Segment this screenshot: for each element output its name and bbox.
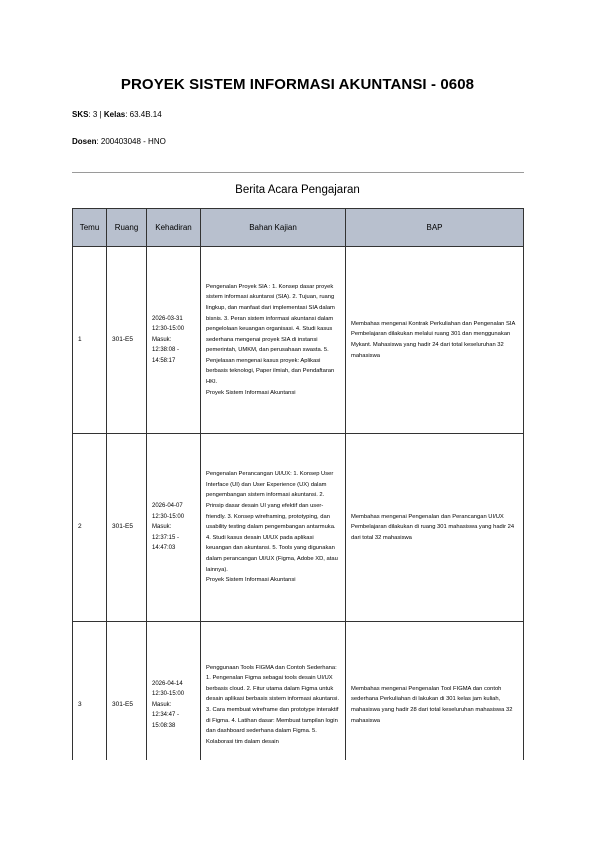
dosen-value: : 200403048 - HNO — [96, 137, 166, 146]
bap-cell: Membahas mengenai Pengenalan Tool FIGMA dan contoh sederhana Perkuliahan di lakukan di 301 kelas jam kuliah, mahasiswa yang hadir 28 dari total keseluruhan mahasiswa 32 mahasiswa — [346, 622, 524, 761]
bap-table — [72, 208, 524, 760]
kehadiran-label: Masuk: — [152, 701, 172, 708]
kehadiran-time: 12:30-15:00 — [152, 691, 185, 698]
kehadiran-cell — [147, 434, 201, 622]
header-temu: Temu — [73, 209, 107, 247]
kehadiran-label: Masuk: — [152, 336, 172, 343]
course-title: PROYEK SISTEM INFORMASI AKUNTANSI - 0608 — [120, 76, 475, 93]
sks-value: : 3 | — [88, 110, 104, 119]
kehadiran-label: Masuk: — [152, 524, 172, 531]
kehadiran-date: 2026-04-07 — [152, 503, 183, 510]
bahan-kajian-cell — [201, 622, 346, 761]
header-bahan-kajian: Bahan Kajian — [201, 209, 346, 247]
kelas-value: : 63.4B.14 — [125, 110, 162, 119]
bahan-text: Pengenalan Perancangan UI/UX: 1. Konsep User Interface (UI) dan User Experience (UX) dalam pengembangan sistem informasi akuntansi. 2. Prinsip dasar desain UI yang efektif dan user-friendly. 3. Konsep wireframing, prototyping, dan usability testing dalam pengembangan antarmuka. 4. Studi kasus desain UI/UX pada aplikasi keuangan dan akuntansi. 5. Tools yang digunakan dalam perancangan UI/UX (Figma, Adobe XD, atau lainnya). — [206, 471, 338, 573]
bahan-kajian-cell — [201, 247, 346, 434]
kehadiran-in: 12:38:08 - — [152, 347, 180, 354]
kehadiran-in: 12:37:15 - — [152, 534, 180, 541]
bap-cell: Membahas mengenai Kontrak Perkuliahan dan Pengenalan SIA Pembelajaran dilakukan melalui ruang 301 dan menggunakan Mykant. Mahasiswa yang hadir 24 dari total keseluruhan 32 mahasiswa — [346, 247, 524, 434]
kehadiran-cell — [147, 247, 201, 434]
ruang-cell: 301-E5 — [107, 434, 147, 622]
bahan-text: Pengenalan Proyek SIA : 1. Konsep dasar proyek sistem informasi akuntansi (SIA). 2. Tujuan, ruang lingkup, dan manfaat dari implementasi SIA dalam bisnis. 3. Peran sistem informasi akuntansi dalam pengelolaan keuangan organisasi. 4. Studi kasus sederhana mengenai proyek SIA di instansi pemerintah, UMKM, dan perusahaan swasta. 5. Penjelasan mengenai kasus proyek: Aplikasi berbasis teknologi, Paper ilmiah, dan Pendaftaran HKI. — [206, 283, 335, 386]
table-row — [73, 434, 524, 622]
bahan-footer: Proyek Sistem Informasi Akuntansi — [206, 389, 296, 396]
bap-cell: Membahas mengenai Pengenalan dan Perancangan UI/UX Pembelajaran dilakukan di ruang 301 mahasiswa yang hadir 24 dari total 32 mahasiswa — [346, 434, 524, 622]
kelas-label: Kelas — [103, 110, 126, 119]
table-row — [73, 247, 524, 434]
table-row — [73, 622, 524, 761]
header-kehadiran: Kehadiran — [147, 209, 201, 247]
table-header-row — [73, 209, 524, 247]
ruang-cell: 301-E5 — [107, 247, 147, 434]
kehadiran-time: 12:30-15:00 — [152, 326, 185, 333]
bahan-text: Penggunaan Tools FIGMA dan Contoh Sederhana: 1. Pengenalan Figma sebagai tools desain UI/UX berbasis cloud. 2. Fitur utama dalam Figma untuk desain aplikasi berbasis sistem informasi akuntansi. 3. Cara membuat wireframe dan prototype interaktif di Figma. 4. Latihan dasar: Membuat tampilan login dan dashboard sederhana dalam Figma. 5. Kolaborasi tim dalam desain — [206, 664, 340, 745]
ruang-cell: 301-E5 — [107, 622, 147, 761]
sks-label: SKS — [72, 110, 89, 119]
kehadiran-date: 2026-04-14 — [152, 680, 183, 687]
kehadiran-out: 15:08:38 — [152, 722, 176, 729]
kehadiran-in: 12:34:47 - — [152, 712, 180, 719]
temu-cell: 2 — [73, 434, 107, 622]
kehadiran-cell — [147, 622, 201, 761]
temu-cell: 1 — [73, 247, 107, 434]
section-title: Berita Acara Pengajaran — [235, 184, 360, 196]
temu-cell: 3 — [73, 622, 107, 761]
kehadiran-out: 14:58:17 — [152, 357, 176, 364]
header-bap: BAP — [346, 209, 524, 247]
kehadiran-out: 14:47:03 — [152, 545, 176, 552]
dosen-label: Dosen — [72, 137, 97, 146]
header-ruang: Ruang — [107, 209, 147, 247]
kehadiran-time: 12:30-15:00 — [152, 513, 185, 520]
bahan-footer: Proyek Sistem Informasi Akuntansi — [206, 577, 296, 584]
kehadiran-date: 2026-03-31 — [152, 315, 183, 322]
bahan-kajian-cell — [201, 434, 346, 622]
